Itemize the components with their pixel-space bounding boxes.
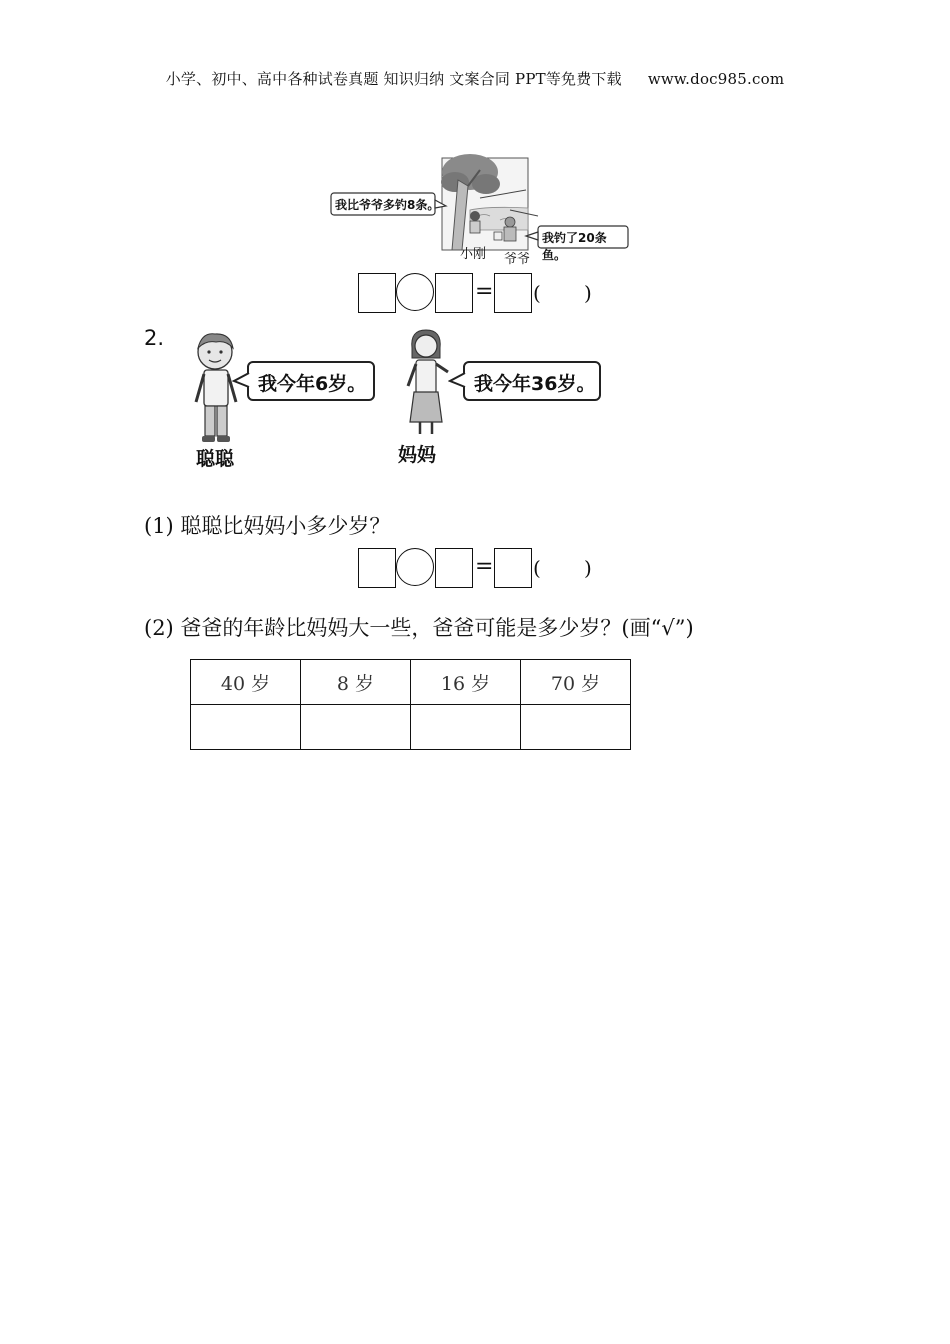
sub-question-2: (2) 爸爸的年龄比妈妈大一些，爸爸可能是多少岁？(画“√”) [144, 616, 694, 640]
table-row [191, 660, 631, 705]
mom-bubble [448, 359, 603, 403]
name-mom: 妈妈 [398, 444, 437, 466]
header-site: www.doc985.com [647, 70, 785, 88]
option-label: 40 岁 [191, 660, 301, 705]
fishing-illustration [330, 150, 630, 265]
check-cell[interactable] [521, 705, 631, 750]
boy-bubble [232, 359, 377, 403]
bubble-grandpa-fish: 我钓了20条鱼。 [542, 231, 607, 262]
option-label: 16 岁 [411, 660, 521, 705]
equals-sign: = [475, 554, 494, 579]
question-number: 2. [144, 326, 165, 350]
answer-box[interactable] [358, 273, 396, 313]
bubble-boy-fish: 我比爷爷多钓8条。 [335, 198, 440, 212]
label-boy: 小刚 [460, 247, 487, 262]
options-table [190, 659, 631, 750]
operator-circle[interactable] [396, 273, 434, 311]
operator-circle[interactable] [396, 548, 434, 586]
table-row [191, 705, 631, 750]
paren-open: ( [533, 556, 541, 580]
paren-close: ) [584, 556, 592, 580]
bubble-boy-age: 我今年6岁。 [258, 373, 367, 395]
paren-close: ) [584, 281, 592, 305]
check-cell[interactable] [191, 705, 301, 750]
answer-box[interactable] [358, 548, 396, 588]
sub-question-1: (1) 聪聪比妈妈小多少岁？ [144, 514, 391, 538]
bubble-mom-age: 我今年36岁。 [474, 373, 596, 395]
check-cell[interactable] [301, 705, 411, 750]
result-box[interactable] [494, 273, 532, 313]
paren-open: ( [533, 281, 541, 305]
option-label: 70 岁 [521, 660, 631, 705]
page-header [0, 68, 950, 89]
answer-box[interactable] [435, 273, 473, 313]
option-label: 8 岁 [301, 660, 411, 705]
equals-sign: = [475, 279, 494, 304]
equation-1 [358, 273, 598, 313]
answer-box[interactable] [435, 548, 473, 588]
header-text: 小学、初中、高中各种试卷真题 知识归纳 文案合同 PPT等免费下载 [165, 70, 622, 88]
name-boy: 聪聪 [196, 448, 235, 470]
label-grandpa: 爷爷 [504, 252, 531, 267]
result-box[interactable] [494, 548, 532, 588]
check-cell[interactable] [411, 705, 521, 750]
equation-2 [358, 548, 598, 588]
